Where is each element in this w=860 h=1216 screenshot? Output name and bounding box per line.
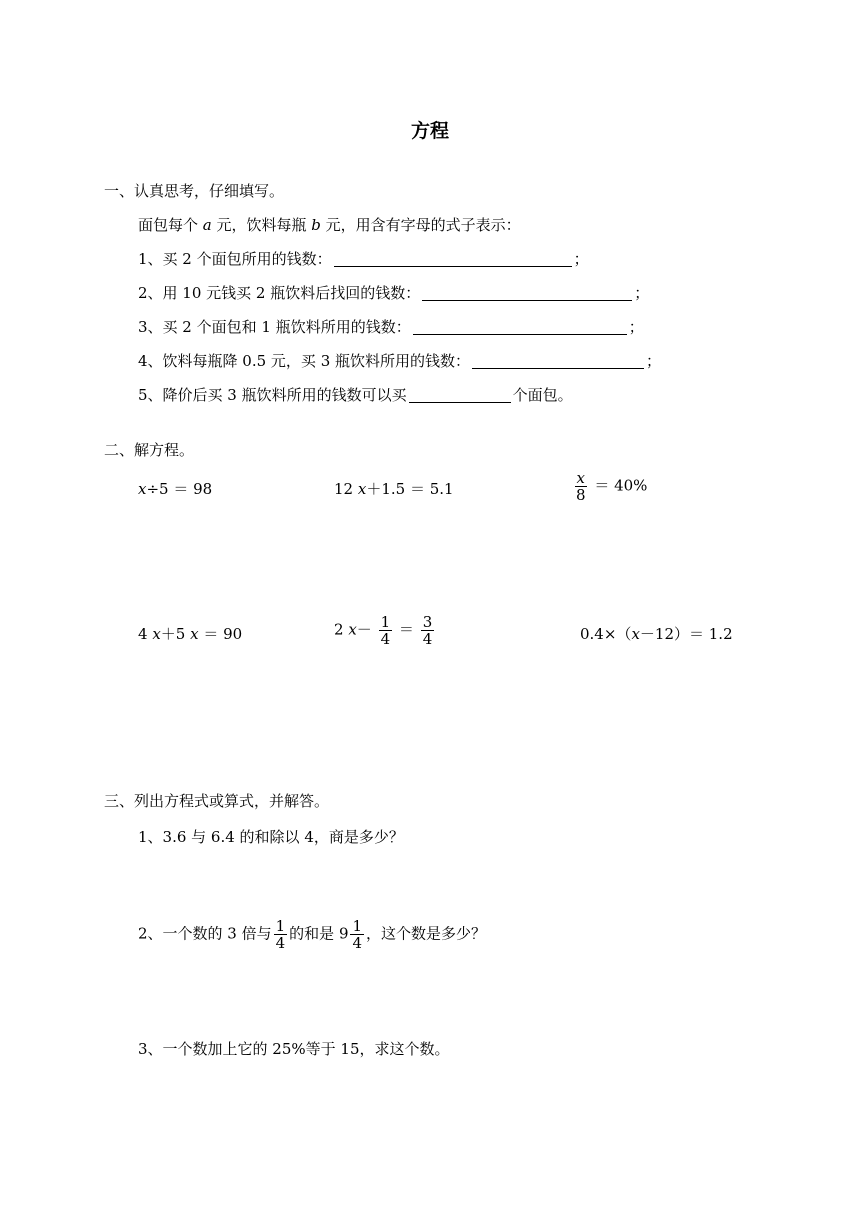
var-b: b bbox=[311, 216, 321, 234]
equation-1: x÷5 ＝ 98 bbox=[138, 480, 213, 498]
fill-item-2: 2、用 10 元钱买 2 瓶饮料后找回的钱数： ； bbox=[138, 284, 650, 302]
fraction: $\frac{x}{8}$ bbox=[576, 469, 586, 504]
fraction: $\frac{1}{4}$ bbox=[275, 917, 286, 952]
equation-6: 0.4×（x－12）＝ 1.2 bbox=[580, 625, 733, 643]
equation-4: 4 x＋5 x ＝ 90 bbox=[138, 625, 243, 643]
section-1-heading: 一、认真思考，仔细填写。 bbox=[104, 182, 285, 200]
fill-item-4: 4、饮料每瓶降 0.5 元，买 3 瓶饮料所用的钱数： ； bbox=[138, 352, 662, 370]
equation-3: $\frac{x}{8}$ ＝ 40% bbox=[576, 469, 648, 504]
section-2-heading: 二、解方程。 bbox=[104, 441, 195, 459]
fraction: $\frac{1}{4}$ bbox=[380, 613, 391, 648]
section-1-intro: 面包每个 a 元，饮料每瓶 b 元，用含有字母的式子表示： bbox=[138, 216, 521, 234]
answer-blank[interactable] bbox=[334, 250, 572, 267]
equation-2: 12 x＋1.5 ＝ 5.1 bbox=[334, 480, 454, 498]
equation-5: 2 x－ $\frac{1}{4}$ ＝ $\frac{3}{4}$ bbox=[334, 613, 433, 648]
page-title: 方程 bbox=[410, 120, 449, 142]
section-3-heading: 三、列出方程式或算式，并解答。 bbox=[104, 792, 330, 810]
fraction: $\frac{1}{4}$ bbox=[352, 917, 363, 952]
fill-item-5: 5、降价后买 3 瓶饮料所用的钱数可以买 个面包。 bbox=[138, 386, 573, 404]
answer-blank[interactable] bbox=[422, 284, 632, 301]
answer-blank[interactable] bbox=[472, 352, 644, 369]
var-a: a bbox=[202, 216, 212, 234]
answer-blank[interactable] bbox=[413, 318, 627, 335]
fill-item-3: 3、买 2 个面包和 1 瓶饮料所用的钱数： ； bbox=[138, 318, 644, 336]
question-1: 1、3.6 与 6.4 的和除以 4，商是多少？ bbox=[138, 828, 404, 846]
fill-item-1: 1、买 2 个面包所用的钱数： ； bbox=[138, 250, 589, 268]
fraction: $\frac{3}{4}$ bbox=[422, 613, 433, 648]
answer-blank[interactable] bbox=[409, 386, 511, 403]
question-2: 2、一个数的 3 倍与 $\frac{1}{4}$ 的和是 9 $\frac{1}{4}$ ，这个数是多少？ bbox=[138, 917, 487, 952]
question-3: 3、一个数加上它的 25%等于 15，求这个数。 bbox=[138, 1040, 450, 1058]
